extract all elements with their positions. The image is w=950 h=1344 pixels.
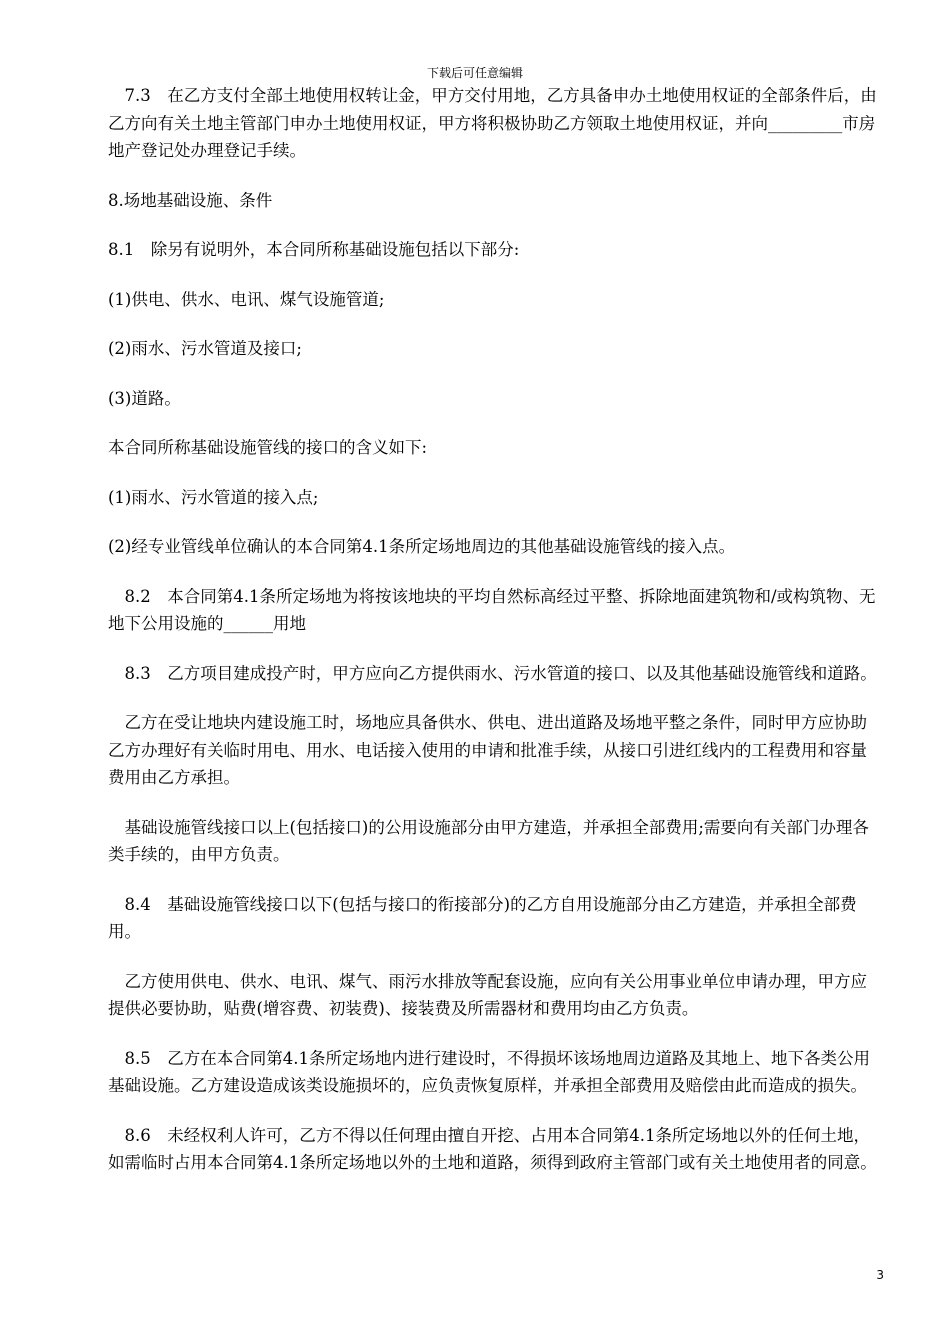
section-heading-8: 8.场地基础设施、条件 (108, 190, 273, 210)
paragraph-8-4: 8.4 基础设施管线接口以下(包括与接口的衔接部分)的乙方自用设施部分由乙方建造，并承担全部费用。 (108, 894, 857, 941)
paragraph-8-6: 8.6 未经权利人许可，乙方不得以任何理由擅自开挖、占用本合同第4.1条所定场地以外的任何土地，如需临时占用本合同第4.1条所定场地以外的土地和道路，须得到政府主管部门或有关土地使用者的同意。 (108, 1125, 877, 1172)
definition-item-1: (1)雨水、污水管道的接入点; (108, 487, 319, 507)
paragraph-construction-conditions: 乙方在受让地块内建设施工时，场地应具备供水、供电、进出道路及场地平整之条件，同时甲方应协助乙方办理好有关临时用电、用水、电话接入使用的申请和批准手续，从接口引进红线内的工程费用和容量费用由乙方承担。 (108, 713, 867, 787)
paragraph-8-1: 8.1 除另有说明外，本合同所称基础设施包括以下部分: (108, 240, 520, 259)
paragraph-8-2: 8.2 本合同第4.1条所定场地为将按该地块的平均自然标高经过平整、拆除地面建筑物和/或构筑物、无地下公用设施的______用地 (108, 586, 876, 633)
document-body (108, 82, 882, 1199)
paragraph-utility-application: 乙方使用供电、供水、电讯、煤气、雨污水排放等配套设施，应向有关公用事业单位申请办理，甲方应提供必要协助，贴费(增容费、初装费)、接装费及所需器材和费用均由乙方负责。 (108, 971, 867, 1018)
list-item-2: (2)雨水、污水管道及接口; (108, 339, 302, 358)
page-header: 下载后可任意编辑 (426, 66, 523, 80)
list-item-1: (1)供电、供水、电讯、煤气设施管道; (108, 289, 385, 309)
paragraph-8-3: 8.3 乙方项目建成投产时，甲方应向乙方提供雨水、污水管道的接口、以及其他基础设施管线和道路。 (108, 663, 877, 683)
paragraph-8-5: 8.5 乙方在本合同第4.1条所定场地内进行建设时，不得损坏该场地周边道路及其地上、地下各类公用基础设施。乙方建设造成该类设施损坏的，应负责恢复原样，并承担全部费用及赔偿由此而造成的损失。 (108, 1048, 870, 1095)
paragraph-public-facilities: 基础设施管线接口以上(包括接口)的公用设施部分由甲方建造，并承担全部费用;需要向有关部门办理各类手续的，由甲方负责。 (108, 817, 869, 864)
list-item-3: (3)道路。 (108, 388, 181, 408)
definition-item-2: (2)经专业管线单位确认的本合同第4.1条所定场地周边的其他基础设施管线的接入点。 (108, 537, 736, 556)
paragraph-7-3: 7.3 在乙方支付全部土地使用权转让金，甲方交付用地，乙方具备申办土地使用权证的全部条件后，由乙方向有关土地主管部门申办土地使用权证，甲方将积极协助乙方领取土地使用权证，并向_________市房地产登记处办理登记手续。 (108, 86, 877, 160)
paragraph-interface-definition: 本合同所称基础设施管线的接口的含义如下: (108, 438, 428, 457)
page-number: 3 (876, 1268, 884, 1282)
